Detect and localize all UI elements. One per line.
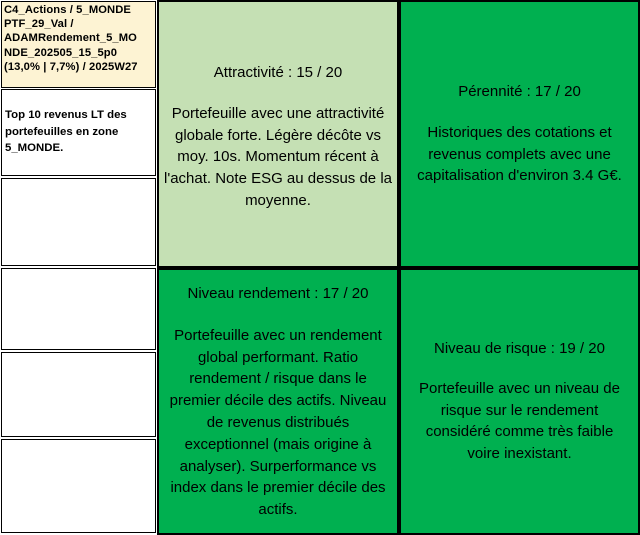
risque-panel[interactable] — [399, 268, 640, 535]
header-line-1: C4_Actions / 5_MONDE — [4, 4, 131, 16]
empty-cell-1[interactable] — [1, 178, 156, 266]
header-line-3: ADAMRendement_5_MO — [4, 32, 137, 45]
empty-cell-4[interactable] — [1, 439, 156, 533]
left-column — [0, 0, 157, 535]
perennite-body: Historiques des cotations et revenus complets avec une capitalisation d'environ 3.4 G€. — [417, 123, 622, 185]
attractivite-body: Portefeuille avec une attractivité globale forte. Légère décôte vs moy. 10s. Momentum récent à l'achat. Note ESG au dessus de la moyenne. — [164, 104, 392, 209]
empty-cell-3[interactable] — [1, 352, 156, 437]
description-text: Top 10 revenus LT des portefeuilles en zone 5_MONDE. — [5, 109, 127, 154]
rendement-body: Portefeuille avec un rendement global performant. Ratio rendement / risque dans le premier décile des actifs. Niveau de revenus distribués exceptionnel (mais origine à analyser). Surperformance vs index dans le premier décile des actifs. — [169, 326, 387, 519]
header-line-4: NDE_202505_15_5p0 — [4, 46, 118, 59]
risque-title: Niveau de risque : 19 / 20 — [434, 340, 605, 357]
header-line-2: PTF_29_Val / — [4, 18, 74, 31]
rendement-title: Niveau rendement : 17 / 20 — [187, 285, 369, 302]
description-cell[interactable] — [1, 89, 156, 176]
header-line-5: (13,0% | 7,7%) / 2025W27 — [4, 60, 138, 73]
empty-cell-2[interactable] — [1, 268, 156, 350]
risque-body: Portefeuille avec un niveau de risque sur le rendement considéré comme très faible voire inexistant. — [419, 379, 620, 463]
perennite-title: Pérennité : 17 / 20 — [458, 83, 581, 100]
attractivite-panel[interactable] — [157, 0, 399, 268]
attractivite-title: Attractivité : 15 / 20 — [213, 64, 343, 81]
perennite-panel[interactable] — [399, 0, 640, 268]
portfolio-header-cell[interactable] — [1, 1, 156, 88]
rendement-panel[interactable] — [157, 268, 399, 535]
